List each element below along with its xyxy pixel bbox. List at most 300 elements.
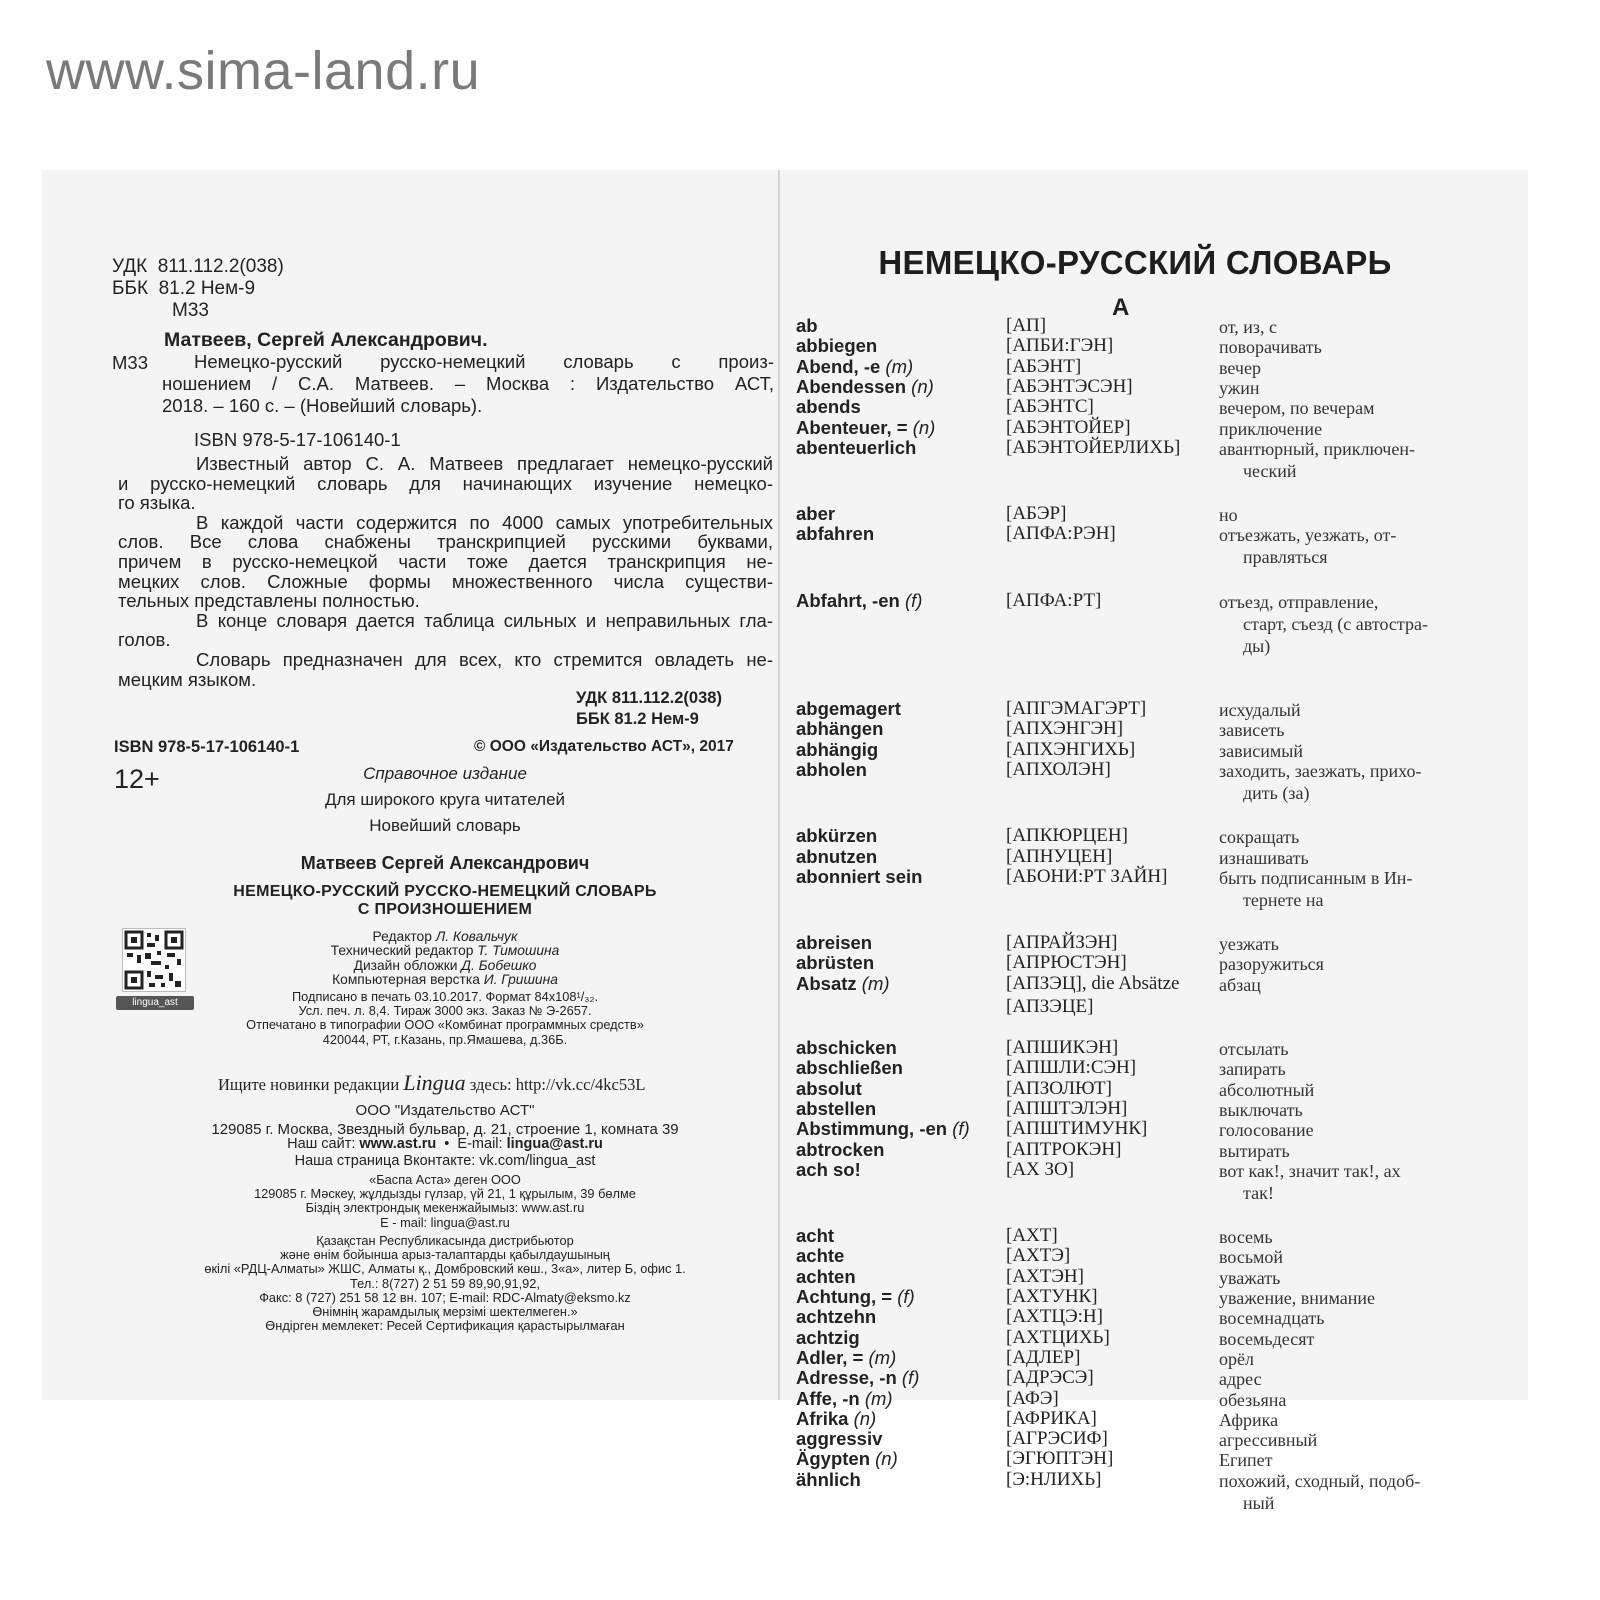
classification-codes [112, 256, 284, 322]
transcription-line: [АПКЮРЦЕН] [1006, 825, 1128, 847]
entry-headword [796, 974, 890, 994]
translation-line: адрес [1219, 1369, 1262, 1390]
author-mark: М33 [172, 300, 209, 321]
translation-line: тернете на [1243, 889, 1324, 910]
entry-transcription [1006, 357, 1081, 377]
transcription-line: [АПНУЦЕН] [1006, 845, 1113, 867]
entry-headword [796, 699, 901, 719]
transcription-line: [АПХЭНГИХЬ] [1006, 738, 1136, 760]
entry-translation [1219, 418, 1469, 440]
entry-headword [796, 1348, 896, 1368]
entry-word: ab [796, 315, 818, 336]
codes-bottom [576, 688, 722, 729]
transcription-line: [АГРЭСИФ] [1006, 1428, 1108, 1450]
watermark: www.sima-land.ru [46, 41, 481, 101]
entry-gender: (n) [906, 375, 934, 397]
entry-headword [796, 1449, 898, 1469]
publisher [150, 1101, 740, 1139]
translation-line: отъезд, отправление, [1219, 591, 1379, 612]
entry-transcription [1006, 1409, 1097, 1429]
translation-line: сокращать [1219, 827, 1300, 848]
entry-word: ähnlich [796, 1468, 861, 1490]
entry-headword [796, 1038, 897, 1058]
print-info-line: Усл. печ. л. 8,4. Тираж 3000 экз. Заказ № Э-2657. [298, 1003, 592, 1019]
entry-headword [796, 336, 877, 356]
transcription-line: [АХТУНК] [1006, 1286, 1098, 1307]
entry-word: Adler, = [796, 1346, 864, 1368]
translation-line: приключение [1219, 418, 1323, 439]
entry-transcription [1006, 1307, 1103, 1327]
entry-transcription [1006, 1429, 1108, 1449]
translation-line: разоружиться [1219, 954, 1324, 975]
entry-word: abtrocken [796, 1138, 885, 1160]
entry-transcription [1006, 524, 1116, 544]
kz-distributor-block [120, 1234, 770, 1333]
site-value: www.ast.ru [359, 1136, 437, 1152]
entry-transcription [1006, 591, 1101, 611]
credit-name: И. Гришина [483, 972, 558, 988]
entry-translation [1219, 699, 1469, 721]
entry-headword [796, 1307, 876, 1327]
kz-distributor-line: Қазақстан Республикасында дистрибьютор [316, 1233, 574, 1248]
transcription-line: [АБЭНТ] [1006, 355, 1082, 377]
entry-word: abbiegen [796, 335, 878, 357]
entry-word: Affe, -n [796, 1387, 860, 1409]
transcription-line: [АП] [1006, 315, 1047, 336]
entry-transcription [1006, 1099, 1127, 1119]
book-title-line2: С ПРОИЗНОШЕНИЕМ [357, 901, 533, 918]
kz-publisher-block [150, 1173, 740, 1230]
annotation-line: голов. [118, 629, 171, 651]
qr-code [122, 928, 186, 992]
translation-line: вечер [1219, 357, 1261, 378]
entry-translation [1219, 740, 1469, 762]
entry-transcription [1006, 699, 1146, 719]
entry-transcription [1006, 1119, 1147, 1139]
transcription-line: [АПФА:РТ] [1006, 589, 1102, 611]
entry-translation [1219, 1429, 1469, 1451]
entry-translation [1219, 1449, 1469, 1471]
udk-label: УДК [112, 256, 148, 277]
entry-headword [796, 357, 913, 377]
entry-word: abrüsten [796, 952, 875, 974]
entry-headword [796, 760, 867, 780]
udk-bottom: УДК 811.112.2(038) [576, 689, 722, 707]
entry-translation [1219, 1328, 1469, 1350]
entry-headword [796, 1328, 860, 1348]
entry-headword [796, 1119, 970, 1139]
entry-transcription [1006, 438, 1180, 458]
entry-word: abhängen [796, 718, 884, 740]
entry-translation [1219, 377, 1469, 399]
kz-distributor-line: Тел.: 8(727) 2 51 59 89,90,91,92, [350, 1275, 540, 1291]
transcription-line: [АПШТИМУНК] [1006, 1118, 1148, 1140]
transcription-line: [АПЗЭЦЕ] [1006, 995, 1094, 1017]
entry-headword [796, 1287, 915, 1307]
entry-word: Absatz [796, 972, 857, 994]
entry-headword [796, 1267, 856, 1287]
transcription-line: [АБЭР] [1006, 503, 1067, 525]
entry-translation [1219, 336, 1469, 358]
entry-headword [796, 1140, 884, 1160]
publisher-line: ООО "Издательство АСТ" [355, 1102, 535, 1119]
qr-code-graphic [123, 929, 185, 991]
translation-line: поворачивать [1219, 337, 1322, 358]
entry-transcription [1006, 1079, 1112, 1099]
transcription-line: [АХ ЗО] [1006, 1158, 1075, 1180]
transcription-line: [АПШИКЭН] [1006, 1037, 1119, 1058]
translation-line: восьмой [1219, 1247, 1284, 1268]
entry-transcription [1006, 1038, 1118, 1058]
entry-word: Abfahrt, -en [796, 589, 900, 611]
entry-translation [1219, 953, 1469, 975]
translation-line: вот как!, значит так!, ах [1219, 1160, 1401, 1181]
entry-word: abkürzen [796, 825, 878, 847]
entry-headword [796, 1099, 876, 1119]
entry-gender: (m) [859, 1387, 893, 1409]
entry-headword [796, 418, 935, 438]
entry-translation [1219, 719, 1469, 741]
translation-line: восемнадцать [1219, 1308, 1325, 1329]
book-title-line1: НЕМЕЦКО-РУССКИЙ РУССКО-НЕМЕЦКИЙ СЛОВАРЬ [233, 883, 657, 900]
news-prefix: Ищите новинки редакции [218, 1075, 400, 1094]
entry-word: Abendessen [796, 375, 907, 397]
entry-word: Abend, -e [796, 355, 881, 377]
entry-word: Achtung, = [796, 1286, 893, 1307]
entry-translation [1219, 1038, 1469, 1060]
email-value: lingua@ast.ru [506, 1136, 603, 1152]
isbn-bottom: ISBN 978-5-17-106140-1 [114, 738, 300, 756]
translation-line: ный [1243, 1492, 1275, 1513]
entry-transcription [1006, 1368, 1094, 1388]
entry-transcription [1006, 1287, 1098, 1307]
annotation-line: слов. Все слова снабжены транскрипцией русскими буквами, [118, 531, 773, 553]
transcription-line: [АПХЭНГЭН] [1006, 718, 1124, 740]
credit-name: Т. Тимошина [477, 943, 560, 959]
translation-line: уезжать [1219, 934, 1279, 955]
biblio-line: Немецко-русский русско-немецкий словарь с произ- [194, 351, 774, 372]
bbk-bottom: ББК 81.2 Нем-9 [576, 709, 699, 728]
translation-line: отъезжать, уезжать, от- [1219, 525, 1397, 546]
entry-transcription [1006, 418, 1131, 438]
transcription-line: [АБЭНТОЙЕР] [1006, 416, 1131, 438]
transcription-line: [ЭГЮПТЭН] [1006, 1448, 1114, 1470]
transcription-line: [АБЭНТЭСЭН] [1006, 375, 1133, 397]
entry-transcription [1006, 719, 1123, 739]
kz-publisher-line: 129085 г. Мәскеу, жұлдызды гүлзар, үй 21, 1 құрылым, 39 бөлме [254, 1186, 636, 1202]
news-line [218, 1070, 645, 1096]
entry-transcription [1006, 847, 1112, 867]
entry-headword [796, 867, 922, 887]
entry-transcription [1006, 1348, 1080, 1368]
section-letter: A [1112, 294, 1130, 321]
annotation [118, 454, 773, 689]
entry-word: abends [796, 396, 861, 418]
entry-translation [1219, 1307, 1469, 1329]
entry-headword [796, 1368, 919, 1388]
entry-translation [1219, 1099, 1469, 1121]
publisher-line: 129085 г. Москва, Звездный бульвар, д. 21, строение 1, комната 39 [211, 1121, 679, 1138]
annotation-paragraph [118, 611, 773, 650]
entry-translation [1219, 1409, 1469, 1431]
entry-headword [796, 953, 874, 973]
annotation-paragraph [118, 650, 773, 689]
kz-distributor-line: және өнім бойынша арыз-талаптарды қабылдаушының [280, 1247, 610, 1263]
transcription-line: [Э:НЛИХЬ] [1006, 1468, 1102, 1490]
entry-translation [1219, 357, 1469, 379]
translation-line: изнашивать [1219, 847, 1309, 868]
translation-line: запирать [1219, 1059, 1286, 1080]
age-rating: 12+ [114, 764, 160, 794]
translation-line: ческий [1243, 460, 1297, 481]
dictionary-title: НЕМЕЦКО-РУССКИЙ СЛОВАРЬ [878, 244, 1392, 281]
annotation-line: и русско-немецкий словарь для начинающих изучение немецко- [118, 472, 773, 494]
translation-line: ды) [1243, 635, 1271, 656]
transcription-line: [АДЛЕР] [1006, 1346, 1081, 1368]
entry-transcription [1006, 1389, 1059, 1409]
translation-line: дить (за) [1243, 782, 1310, 803]
credit-role: Редактор [372, 929, 436, 944]
credit-line [200, 973, 690, 987]
entry-transcription [1006, 1328, 1110, 1348]
entry-headword [796, 847, 877, 867]
entry-transcription [1006, 760, 1111, 780]
entry-headword [796, 316, 818, 336]
kz-distributor-line: өкілі «РДЦ-Алматы» ЖШС, Алматы қ., Домбровский көш., 3«а», литер Б, офис 1. [204, 1261, 686, 1277]
series: Новейший словарь [369, 816, 521, 835]
entry-translation [1219, 1246, 1469, 1268]
kz-publisher-line: Біздің электрондық мекенжайымыз: www.ast.ru [305, 1200, 585, 1216]
entry-translation [1219, 1079, 1469, 1101]
transcription-line: [АХТ] [1006, 1225, 1058, 1247]
transcription-line: [АБЭНТС] [1006, 396, 1094, 418]
transcription-line: [АФРИКА] [1006, 1407, 1097, 1429]
entry-word: Ägypten [796, 1448, 870, 1470]
annotation-line: тельных представлены полностью. [118, 590, 420, 612]
entry-transcription [1006, 953, 1127, 973]
entry-word: achte [796, 1245, 845, 1267]
entry-headword [796, 504, 835, 524]
entry-headword [796, 1058, 903, 1078]
copyright: © ООО «Издательство АСТ», 2017 [474, 738, 734, 755]
contact-line [150, 1136, 740, 1152]
transcription-line: [АБЭНТОЙЕРЛИХЬ] [1006, 436, 1181, 458]
entry-word: abgemagert [796, 698, 901, 719]
audience: Для широкого круга читателей [324, 790, 566, 809]
translation-line: абзац [1219, 974, 1261, 995]
entry-headword [796, 1429, 882, 1449]
translation-line: правляться [1243, 547, 1328, 568]
kz-distributor-line: Өнімнің жарамдылық мерзімі шектелмеген.» [312, 1304, 578, 1320]
entry-translation [1219, 1226, 1469, 1248]
credit-role: Дизайн обложки [353, 957, 462, 973]
transcription-line: [АХТЦЭ:Н] [1006, 1306, 1103, 1328]
transcription-line: [АХТЭ] [1006, 1245, 1071, 1267]
transcription-line: [АПРАЙЗЭН] [1006, 932, 1118, 954]
entry-word: abschließen [796, 1057, 903, 1079]
entry-translation [1219, 1058, 1469, 1080]
entry-transcription [1006, 377, 1133, 397]
entry-headword [796, 524, 874, 544]
transcription-line: [АДРЭСЭ] [1006, 1367, 1094, 1389]
entry-translation [1219, 1470, 1469, 1514]
entry-translation [1219, 760, 1469, 804]
entry-word: Abenteuer, = [796, 416, 908, 438]
translation-line: восемь [1219, 1227, 1273, 1248]
translation-line: агрессивный [1219, 1430, 1318, 1451]
translation-line: старт, съезд (с автостра- [1243, 613, 1428, 634]
translation-line: голосование [1219, 1120, 1314, 1141]
entry-gender: (f) [899, 589, 923, 611]
translation-line: от, из, с [1219, 317, 1278, 337]
translation-line: орёл [1219, 1348, 1254, 1369]
entry-translation [1219, 397, 1469, 419]
translation-line: уважать [1219, 1267, 1281, 1288]
transcription-line: [АФЭ] [1006, 1387, 1059, 1409]
entry-headword [796, 397, 861, 417]
entry-translation [1219, 1140, 1469, 1162]
bbk-label: ББК [112, 278, 149, 299]
annotation-line: Словарь предназначен для всех, кто стремится овладеть не- [196, 648, 773, 670]
entry-headword [796, 591, 922, 611]
entry-headword [796, 933, 872, 953]
entry-word: abhängig [796, 738, 879, 760]
entry-transcription [1006, 974, 1180, 1018]
entry-gender: (n) [907, 416, 936, 438]
translation-line: восемьдесят [1219, 1328, 1315, 1349]
lingua-logo: Lingua [403, 1070, 466, 1095]
entry-transcription [1006, 867, 1167, 887]
entry-translation [1219, 1160, 1469, 1204]
entry-word: abreisen [796, 932, 873, 954]
transcription-line: [АПГЭМАГЭРТ] [1006, 698, 1147, 719]
entry-gender: (n) [870, 1448, 898, 1470]
entry-word: ach so! [796, 1158, 861, 1180]
qr-label: lingua_ast [116, 996, 194, 1010]
transcription-line: [АХТЭН] [1006, 1265, 1084, 1287]
entry-gender: (m) [863, 1346, 897, 1368]
entry-word: abfahren [796, 523, 875, 545]
entry-transcription [1006, 1267, 1084, 1287]
bbk-value: 81.2 Нем-9 [158, 278, 256, 299]
entry-transcription [1006, 397, 1094, 417]
entry-transcription [1006, 1246, 1070, 1266]
transcription-line: [АХТЦИХЬ] [1006, 1326, 1110, 1348]
translation-line: исхудалый [1219, 700, 1301, 720]
entry-headword [796, 740, 878, 760]
entry-word: aber [796, 503, 836, 525]
translation-line: зависеть [1219, 720, 1285, 741]
translation-line: зависимый [1219, 740, 1303, 761]
translation-line: Египет [1219, 1450, 1273, 1471]
translation-line: обезьяна [1219, 1389, 1287, 1410]
transcription-line: [АПШЛИ:СЭН] [1006, 1057, 1137, 1079]
transcription-line: [АПТРОКЭН] [1006, 1138, 1122, 1160]
entry-word: Afrika [796, 1407, 849, 1429]
annotation-line: Известный автор С. А. Матвеев предлагает немецко-русский [196, 453, 773, 474]
entry-word: Adresse, -n [796, 1367, 897, 1389]
entry-transcription [1006, 336, 1113, 356]
entry-transcription [1006, 1470, 1101, 1490]
translation-line: авантюрный, приключен- [1219, 438, 1415, 459]
translation-line: вечером, по вечерам [1219, 398, 1375, 419]
annotation-paragraph [118, 454, 773, 513]
isbn-line: ISBN 978-5-17-106140-1 [194, 429, 401, 450]
entry-transcription [1006, 504, 1066, 524]
entry-translation [1219, 1119, 1469, 1141]
translation-line: так! [1243, 1182, 1274, 1203]
entry-gender: (f) [947, 1118, 970, 1140]
entry-translation [1219, 1267, 1469, 1289]
kz-distributor-line: Факс: 8 (727) 251 58 12 вн. 107; E-mail: RDC-Almaty@eksmo.kz [259, 1289, 631, 1305]
translation-line: похожий, сходный, подоб- [1219, 1470, 1421, 1491]
credit-line [200, 944, 690, 958]
entry-transcription [1006, 1160, 1074, 1180]
print-info-line: 420044, РТ, г.Казань, пр.Ямашева, д.36Б. [322, 1031, 568, 1047]
biblio-line: ношением / С.А. Матвеев. – Москва : Издательство АСТ, [162, 372, 774, 394]
annotation-paragraph [118, 513, 773, 611]
transcription-line: [АБОНИ:РТ ЗАЙН] [1006, 865, 1168, 887]
entry-transcription [1006, 826, 1128, 846]
translation-line: ужин [1219, 377, 1260, 398]
bullet: • [440, 1136, 454, 1152]
kz-publisher-line: E - mail: lingua@ast.ru [380, 1214, 510, 1230]
entry-headword [796, 719, 883, 739]
entry-word: abenteuerlich [796, 436, 917, 458]
entry-headword [796, 438, 916, 458]
entry-transcription [1006, 740, 1135, 760]
email-label: E-mail: [457, 1136, 503, 1152]
transcription-line: [АПХОЛЭН] [1006, 758, 1111, 780]
entry-gender: (f) [896, 1367, 920, 1389]
transcription-line: [АПБИ:ГЭН] [1006, 335, 1114, 357]
entry-translation [1219, 316, 1469, 338]
book-title [150, 883, 740, 919]
entry-headword [796, 377, 934, 397]
entry-word: acht [796, 1225, 835, 1247]
entry-gender: (m) [880, 355, 914, 377]
entry-headword [796, 1079, 862, 1099]
translation-line: но [1219, 505, 1238, 526]
entry-translation [1219, 826, 1469, 848]
entry-gender: (n) [848, 1407, 877, 1429]
entry-translation [1219, 504, 1469, 526]
entry-transcription [1006, 1058, 1136, 1078]
entry-transcription [1006, 1226, 1058, 1246]
entry-word: abonniert sein [796, 865, 923, 887]
entry-transcription [1006, 1449, 1113, 1469]
translation-line: абсолютный [1219, 1079, 1315, 1100]
entry-word: abnutzen [796, 845, 878, 867]
entry-headword [796, 1389, 893, 1409]
annotation-line: причем в русско-немецкой части тоже дается транскрипция не- [118, 550, 773, 572]
entry-word: abschicken [796, 1037, 897, 1058]
edition-type: Справочное издание [363, 764, 527, 783]
entry-headword [796, 1409, 876, 1429]
entry-translation [1219, 438, 1469, 482]
author-heading: Матвеев, Сергей Александрович. [164, 329, 488, 351]
entry-word: achten [796, 1265, 856, 1287]
translation-line: быть подписанным в Ин- [1219, 867, 1413, 888]
credit-line [200, 930, 690, 944]
credits [200, 930, 690, 988]
biblio-mark: М33 [112, 352, 148, 373]
annotation-line: мецким языком. [118, 668, 257, 690]
translation-line: заходить, заезжать, прихо- [1219, 760, 1422, 781]
annotation-line: В конце словаря дается таблица сильных и неправильных гла- [196, 609, 773, 631]
translation-line: отсылать [1219, 1039, 1289, 1059]
entry-translation [1219, 1389, 1469, 1411]
